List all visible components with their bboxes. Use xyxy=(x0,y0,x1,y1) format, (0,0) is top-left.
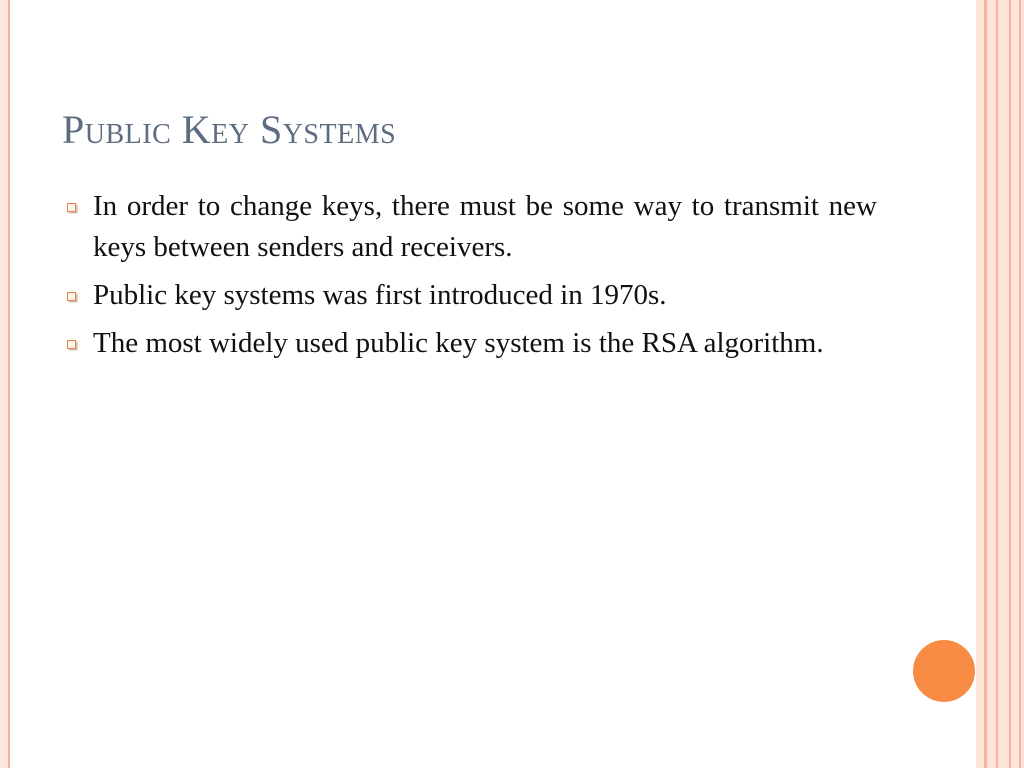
right-frame-line xyxy=(996,0,998,768)
checkbox-square-bullet-icon xyxy=(67,292,76,301)
bullet-text: In order to change keys, there must be some way to transmit new keys between senders and receivers. xyxy=(93,190,877,263)
bullet-item xyxy=(62,275,877,316)
right-frame-line xyxy=(1019,0,1021,768)
bullet-list xyxy=(62,186,877,371)
right-frame-line xyxy=(984,0,987,768)
decorative-orange-circle xyxy=(913,640,975,702)
right-frame-border xyxy=(976,0,1024,768)
bullet-text: Public key systems was first introduced in 1970s. xyxy=(93,279,667,311)
bullet-item xyxy=(62,186,877,268)
left-frame-line xyxy=(8,0,10,768)
bullet-item xyxy=(62,323,877,364)
slide-title: Public Key Systems xyxy=(62,107,397,152)
right-frame-line xyxy=(1009,0,1011,768)
bullet-text: The most widely used public key system is the RSA algorithm. xyxy=(93,327,824,359)
checkbox-square-bullet-icon xyxy=(67,340,76,349)
checkbox-square-bullet-icon xyxy=(67,203,76,212)
